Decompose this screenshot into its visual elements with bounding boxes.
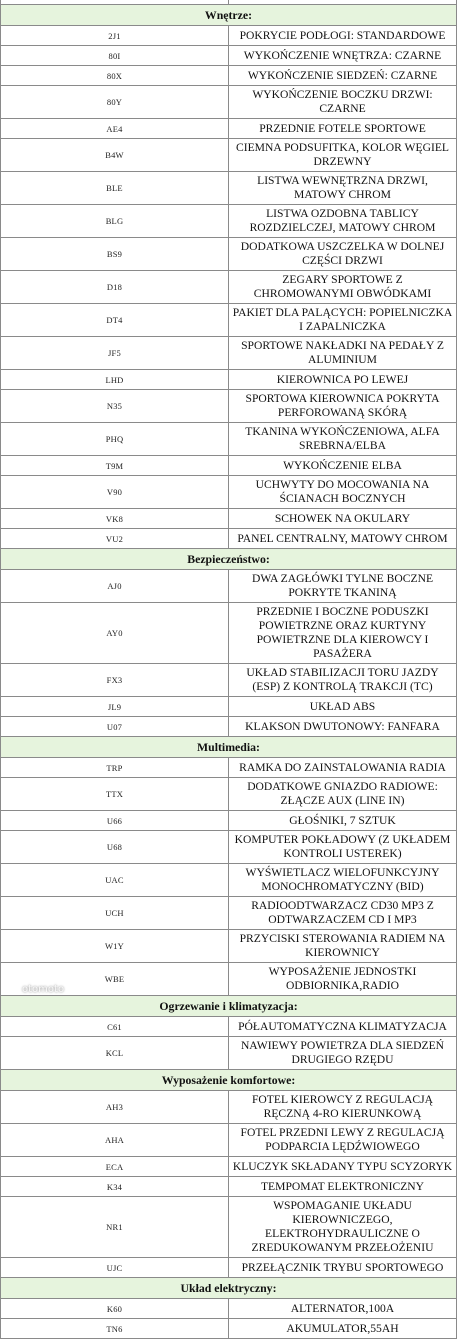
table-row bbox=[1, 46, 457, 66]
option-code: BLG bbox=[1, 205, 229, 238]
option-description: SCHOWEK NA OKULARY bbox=[229, 509, 457, 529]
section-title: Bezpieczeństwo: bbox=[1, 549, 457, 570]
option-description: WYŚWIETLACZ WIELOFUNKCYJNY MONOCHROMATYCZNY (BID) bbox=[229, 864, 457, 897]
option-description: PRZYCISKI STEROWANIA RADIEM NA KIEROWNICY bbox=[229, 930, 457, 963]
table-row bbox=[1, 1299, 457, 1319]
table-row bbox=[1, 238, 457, 271]
option-code: AJ0 bbox=[1, 570, 229, 603]
section-header-row bbox=[1, 1278, 457, 1299]
option-description: TEMPOMAT ELEKTRONICZNY bbox=[229, 1177, 457, 1197]
table-row bbox=[1, 1177, 457, 1197]
option-description: RAMKA DO ZAINSTALOWANIA RADIA bbox=[229, 758, 457, 778]
option-code: C61 bbox=[1, 1017, 229, 1037]
option-code: TRP bbox=[1, 758, 229, 778]
table-row bbox=[1, 831, 457, 864]
option-code: JF5 bbox=[1, 337, 229, 370]
table-row bbox=[1, 697, 457, 717]
option-description: UKŁAD STABILIZACJI TORU JAZDY (ESP) Z KONTROLĄ TRAKCJI (TC) bbox=[229, 664, 457, 697]
table-row bbox=[1, 1037, 457, 1070]
option-description: WYKOŃCZENIE WNĘTRZA: CZARNE bbox=[229, 46, 457, 66]
option-description: ZEGARY SPORTOWE Z CHROMOWANYMI OBWÓDKAMI bbox=[229, 271, 457, 304]
watermark-logo-icon bbox=[9, 985, 19, 995]
option-description: TKANINA WYKOŃCZENIOWA, ALFA SREBRNA/ELBA bbox=[229, 423, 457, 456]
option-description: FOTEL KIEROWCY Z REGULACJĄ RĘCZNĄ 4-RO KIERUNKOWĄ bbox=[229, 1091, 457, 1124]
table-row bbox=[1, 930, 457, 963]
table-row bbox=[1, 1258, 457, 1278]
option-description: CIEMNA PODSUFITKA, KOLOR WĘGIEL DRZEWNY bbox=[229, 139, 457, 172]
option-description: PAKIET DLA PALĄCYCH: POPIELNICZKA I ZAPALNICZKA bbox=[229, 304, 457, 337]
option-code: AE4 bbox=[1, 119, 229, 139]
section-header-row bbox=[1, 549, 457, 570]
option-code: UCH bbox=[1, 897, 229, 930]
option-code: B4W bbox=[1, 139, 229, 172]
section-header-row bbox=[1, 1070, 457, 1091]
option-description: POKRYCIE PODŁOGI: STANDARDOWE bbox=[229, 26, 457, 46]
option-description: PRZEDNIE FOTELE SPORTOWE bbox=[229, 119, 457, 139]
option-code: DT4 bbox=[1, 304, 229, 337]
option-code: KCL bbox=[1, 1037, 229, 1070]
option-description: KLUCZYK SKŁADANY TYPU SCYZORYK bbox=[229, 1157, 457, 1177]
option-description: GŁOŚNIKI, 7 SZTUK bbox=[229, 811, 457, 831]
option-code: 2J1 bbox=[1, 26, 229, 46]
section-header-row bbox=[1, 996, 457, 1017]
option-description: UCHWYTY DO MOCOWANIA NA ŚCIANACH BOCZNYCH bbox=[229, 476, 457, 509]
option-description: PÓŁAUTOMATYCZNA KLIMATYZACJA bbox=[229, 1017, 457, 1037]
option-description: DODATKOWE GNIAZDO RADIOWE: ZŁĄCZE AUX (LINE IN) bbox=[229, 778, 457, 811]
option-description: DWA ZAGŁÓWKI TYLNE BOCZNE POKRYTE TKANINĄ bbox=[229, 570, 457, 603]
section-title: Ogrzewanie i klimatyzacja: bbox=[1, 996, 457, 1017]
option-description: KIEROWNICA PO LEWEJ bbox=[229, 370, 457, 390]
option-code: D18 bbox=[1, 271, 229, 304]
table-row bbox=[1, 26, 457, 46]
option-code: WBE bbox=[1, 963, 229, 996]
table-row bbox=[1, 423, 457, 456]
option-description: UKŁAD ABS bbox=[229, 697, 457, 717]
table-row bbox=[1, 172, 457, 205]
option-description: WYKOŃCZENIE ELBA bbox=[229, 456, 457, 476]
section-header-row bbox=[1, 5, 457, 26]
option-code: N35 bbox=[1, 390, 229, 423]
option-description: LISTWA WEWNĘTRZNA DRZWI, MATOWY CHROM bbox=[229, 172, 457, 205]
option-code: 80Y bbox=[1, 86, 229, 119]
option-code: VU2 bbox=[1, 529, 229, 549]
option-code: BLE bbox=[1, 172, 229, 205]
option-description: ALTERNATOR,100A bbox=[229, 1299, 457, 1319]
option-code: U07 bbox=[1, 717, 229, 737]
option-code: PHQ bbox=[1, 423, 229, 456]
table-row bbox=[1, 1319, 457, 1339]
option-code: K60 bbox=[1, 1299, 229, 1319]
option-code: AH3 bbox=[1, 1091, 229, 1124]
option-code: UAC bbox=[1, 864, 229, 897]
option-code: TTX bbox=[1, 778, 229, 811]
option-description: WYKOŃCZENIE SIEDZEŃ: CZARNE bbox=[229, 66, 457, 86]
table-row bbox=[1, 66, 457, 86]
table-row bbox=[1, 1157, 457, 1177]
table-row bbox=[1, 205, 457, 238]
table-row bbox=[1, 1197, 457, 1258]
option-code: W1Y bbox=[1, 930, 229, 963]
option-code: NR1 bbox=[1, 1197, 229, 1258]
table-row bbox=[1, 476, 457, 509]
section-title: Wnętrze: bbox=[1, 5, 457, 26]
option-description: KLAKSON DWUTONOWY: FANFARA bbox=[229, 717, 457, 737]
section-title: Wyposażenie komfortowe: bbox=[1, 1070, 457, 1091]
option-code: UJC bbox=[1, 1258, 229, 1278]
table-row bbox=[1, 529, 457, 549]
option-description: SPORTOWE NAKŁADKI NA PEDAŁY Z ALUMINIUM bbox=[229, 337, 457, 370]
table-row bbox=[1, 717, 457, 737]
option-code: BS9 bbox=[1, 238, 229, 271]
table-row bbox=[1, 119, 457, 139]
section-title: Multimedia: bbox=[1, 737, 457, 758]
option-description: DODATKOWA USZCZELKA W DOLNEJ CZĘŚCI DRZWI bbox=[229, 238, 457, 271]
option-description: PRZEDNIE I BOCZNE PODUSZKI POWIETRZNE ORAZ KURTYNY POWIETRZNE DLA KIEROWCY I PASAŻERA bbox=[229, 603, 457, 664]
table-row bbox=[1, 1017, 457, 1037]
table-row bbox=[1, 139, 457, 172]
option-code: T9M bbox=[1, 456, 229, 476]
table-row bbox=[1, 304, 457, 337]
option-code: U66 bbox=[1, 811, 229, 831]
watermark-text: otomoto bbox=[22, 984, 65, 995]
table-row bbox=[1, 1091, 457, 1124]
table-row bbox=[1, 778, 457, 811]
option-code: FX3 bbox=[1, 664, 229, 697]
option-description: KOMPUTER POKŁADOWY (Z UKŁADEM KONTROLI USTEREK) bbox=[229, 831, 457, 864]
option-code: 80I bbox=[1, 46, 229, 66]
watermark bbox=[9, 984, 64, 995]
option-code: AHA bbox=[1, 1124, 229, 1157]
option-code: VK8 bbox=[1, 509, 229, 529]
table-row bbox=[1, 337, 457, 370]
table-row bbox=[1, 1124, 457, 1157]
table-row bbox=[1, 390, 457, 423]
option-description: NAWIEWY POWIETRZA DLA SIEDZEŃ DRUGIEGO RZĘDU bbox=[229, 1037, 457, 1070]
section-title: Układ elektryczny: bbox=[1, 1278, 457, 1299]
table-row bbox=[1, 570, 457, 603]
option-code: 80X bbox=[1, 66, 229, 86]
option-code: V90 bbox=[1, 476, 229, 509]
option-code: AY0 bbox=[1, 603, 229, 664]
table-row bbox=[1, 897, 457, 930]
table-row bbox=[1, 271, 457, 304]
table-row bbox=[1, 811, 457, 831]
table-row bbox=[1, 370, 457, 390]
option-description: WYKOŃCZENIE BOCZKU DRZWI: CZARNE bbox=[229, 86, 457, 119]
option-description: WYPOSAŻENIE JEDNOSTKI ODBIORNIKA,RADIO bbox=[229, 963, 457, 996]
option-description: WSPOMAGANIE UKŁADU KIEROWNICZEGO, ELEKTROHYDRAULICZNE O ZREDUKOWANYM PRZEŁOŻENIU bbox=[229, 1197, 457, 1258]
section-header-row bbox=[1, 737, 457, 758]
option-description: PANEL CENTRALNY, MATOWY CHROM bbox=[229, 529, 457, 549]
option-code: TN6 bbox=[1, 1319, 229, 1339]
option-description: RADIOODTWARZACZ CD30 MP3 Z ODTWARZACZEM CD I MP3 bbox=[229, 897, 457, 930]
option-code: ECA bbox=[1, 1157, 229, 1177]
table-row bbox=[1, 86, 457, 119]
table-row bbox=[1, 664, 457, 697]
option-description: SPORTOWA KIEROWNICA POKRYTA PERFOROWANĄ SKÓRĄ bbox=[229, 390, 457, 423]
option-code: U68 bbox=[1, 831, 229, 864]
table-row bbox=[1, 963, 457, 996]
table-row bbox=[1, 456, 457, 476]
option-code: K34 bbox=[1, 1177, 229, 1197]
table-row bbox=[1, 603, 457, 664]
option-description: FOTEL PRZEDNI LEWY Z REGULACJĄ PODPARCIA LĘDŹWIOWEGO bbox=[229, 1124, 457, 1157]
option-code: LHD bbox=[1, 370, 229, 390]
table-row bbox=[1, 758, 457, 778]
option-description: PRZEŁĄCZNIK TRYBU SPORTOWEGO bbox=[229, 1258, 457, 1278]
option-description: AKUMULATOR,55AH bbox=[229, 1319, 457, 1339]
option-description: LISTWA OZDOBNA TABLICY ROZDZIELCZEJ, MATOWY CHROM bbox=[229, 205, 457, 238]
table-row bbox=[1, 864, 457, 897]
option-code: JL9 bbox=[1, 697, 229, 717]
table-row bbox=[1, 509, 457, 529]
